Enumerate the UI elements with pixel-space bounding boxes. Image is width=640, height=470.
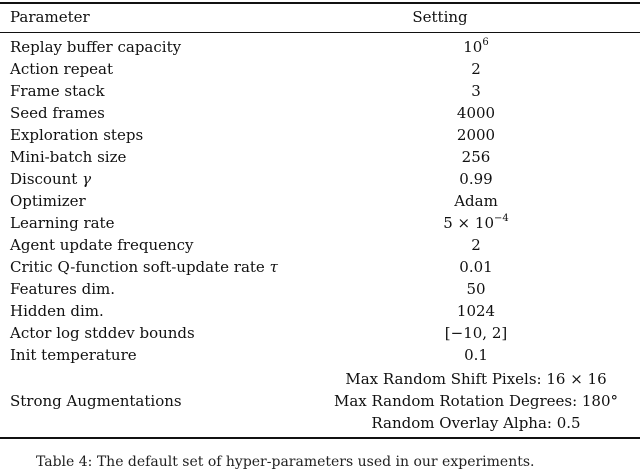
table-row — [0, 124, 640, 146]
table-row — [0, 146, 640, 168]
table-row — [0, 58, 640, 80]
param-replay-buffer: Replay buffer capacity — [10, 38, 182, 56]
param-optimizer: Optimizer — [10, 192, 86, 210]
table-top-rule — [0, 2, 640, 4]
setting-mini-batch: 256 — [461, 148, 491, 166]
table-row — [0, 256, 640, 278]
param-discount: Discount γ — [10, 170, 92, 188]
param-log-stddev-bounds: Actor log stddev bounds — [10, 324, 195, 342]
param-exploration-steps: Exploration steps — [10, 126, 144, 144]
param-action-repeat: Action repeat — [10, 60, 114, 78]
setting-action-repeat: 2 — [471, 60, 481, 78]
setting-replay-buffer: $10^6$ — [463, 37, 489, 56]
table-row — [0, 36, 640, 58]
setting-agent-update: 2 — [471, 236, 481, 254]
param-frame-stack: Frame stack — [10, 82, 105, 100]
setting-soft-update-rate: 0.01 — [459, 258, 493, 276]
header-parameter: Parameter — [10, 8, 90, 26]
setting-hidden-dim: 1024 — [456, 302, 496, 320]
setting-log-stddev-bounds: [−10, 2] — [444, 324, 508, 342]
param-hidden-dim: Hidden dim. — [10, 302, 104, 320]
table-row — [0, 80, 640, 102]
table-bottom-rule — [0, 437, 640, 439]
param-learning-rate: Learning rate — [10, 214, 115, 232]
table-row — [0, 190, 640, 212]
setting-random-rotation: Max Random Rotation Degrees: 180° — [333, 392, 619, 410]
setting-features-dim: 50 — [466, 280, 486, 298]
setting-optimizer: Adam — [454, 192, 498, 210]
setting-exploration-steps: 2000 — [456, 126, 496, 144]
table-row — [0, 344, 640, 366]
param-agent-update: Agent update frequency — [10, 236, 194, 254]
param-strong-augmentations: Strong Augmentations — [10, 392, 182, 410]
table-row — [0, 300, 640, 322]
setting-learning-rate: $5 \times 10^{-4}$ — [443, 213, 509, 232]
param-init-temperature: Init temperature — [10, 346, 137, 364]
table-row — [0, 102, 640, 124]
header-setting: Setting — [412, 8, 468, 26]
param-soft-update-rate: Critic Q-function soft-update rate τ — [10, 258, 278, 276]
param-features-dim: Features dim. — [10, 280, 115, 298]
setting-init-temperature: 0.1 — [464, 346, 488, 364]
param-seed-frames: Seed frames — [10, 104, 105, 122]
table-row — [0, 234, 640, 256]
table-row — [0, 212, 640, 234]
param-mini-batch: Mini-batch size — [10, 148, 127, 166]
table-caption: Table 4: The default set of hyper-parameters used in our experiments. — [36, 454, 535, 470]
table-row-augmentations — [0, 368, 640, 434]
setting-random-shift: Max Random Shift Pixels: 16 × 16 — [345, 370, 607, 388]
table-row — [0, 322, 640, 344]
setting-frame-stack: 3 — [471, 82, 481, 100]
setting-discount: 0.99 — [459, 170, 493, 188]
setting-seed-frames: 4000 — [456, 104, 496, 122]
table-header-rule — [0, 32, 640, 33]
table-row — [0, 278, 640, 300]
table-row — [0, 168, 640, 190]
setting-random-overlay: Random Overlay Alpha: 0.5 — [371, 414, 581, 432]
